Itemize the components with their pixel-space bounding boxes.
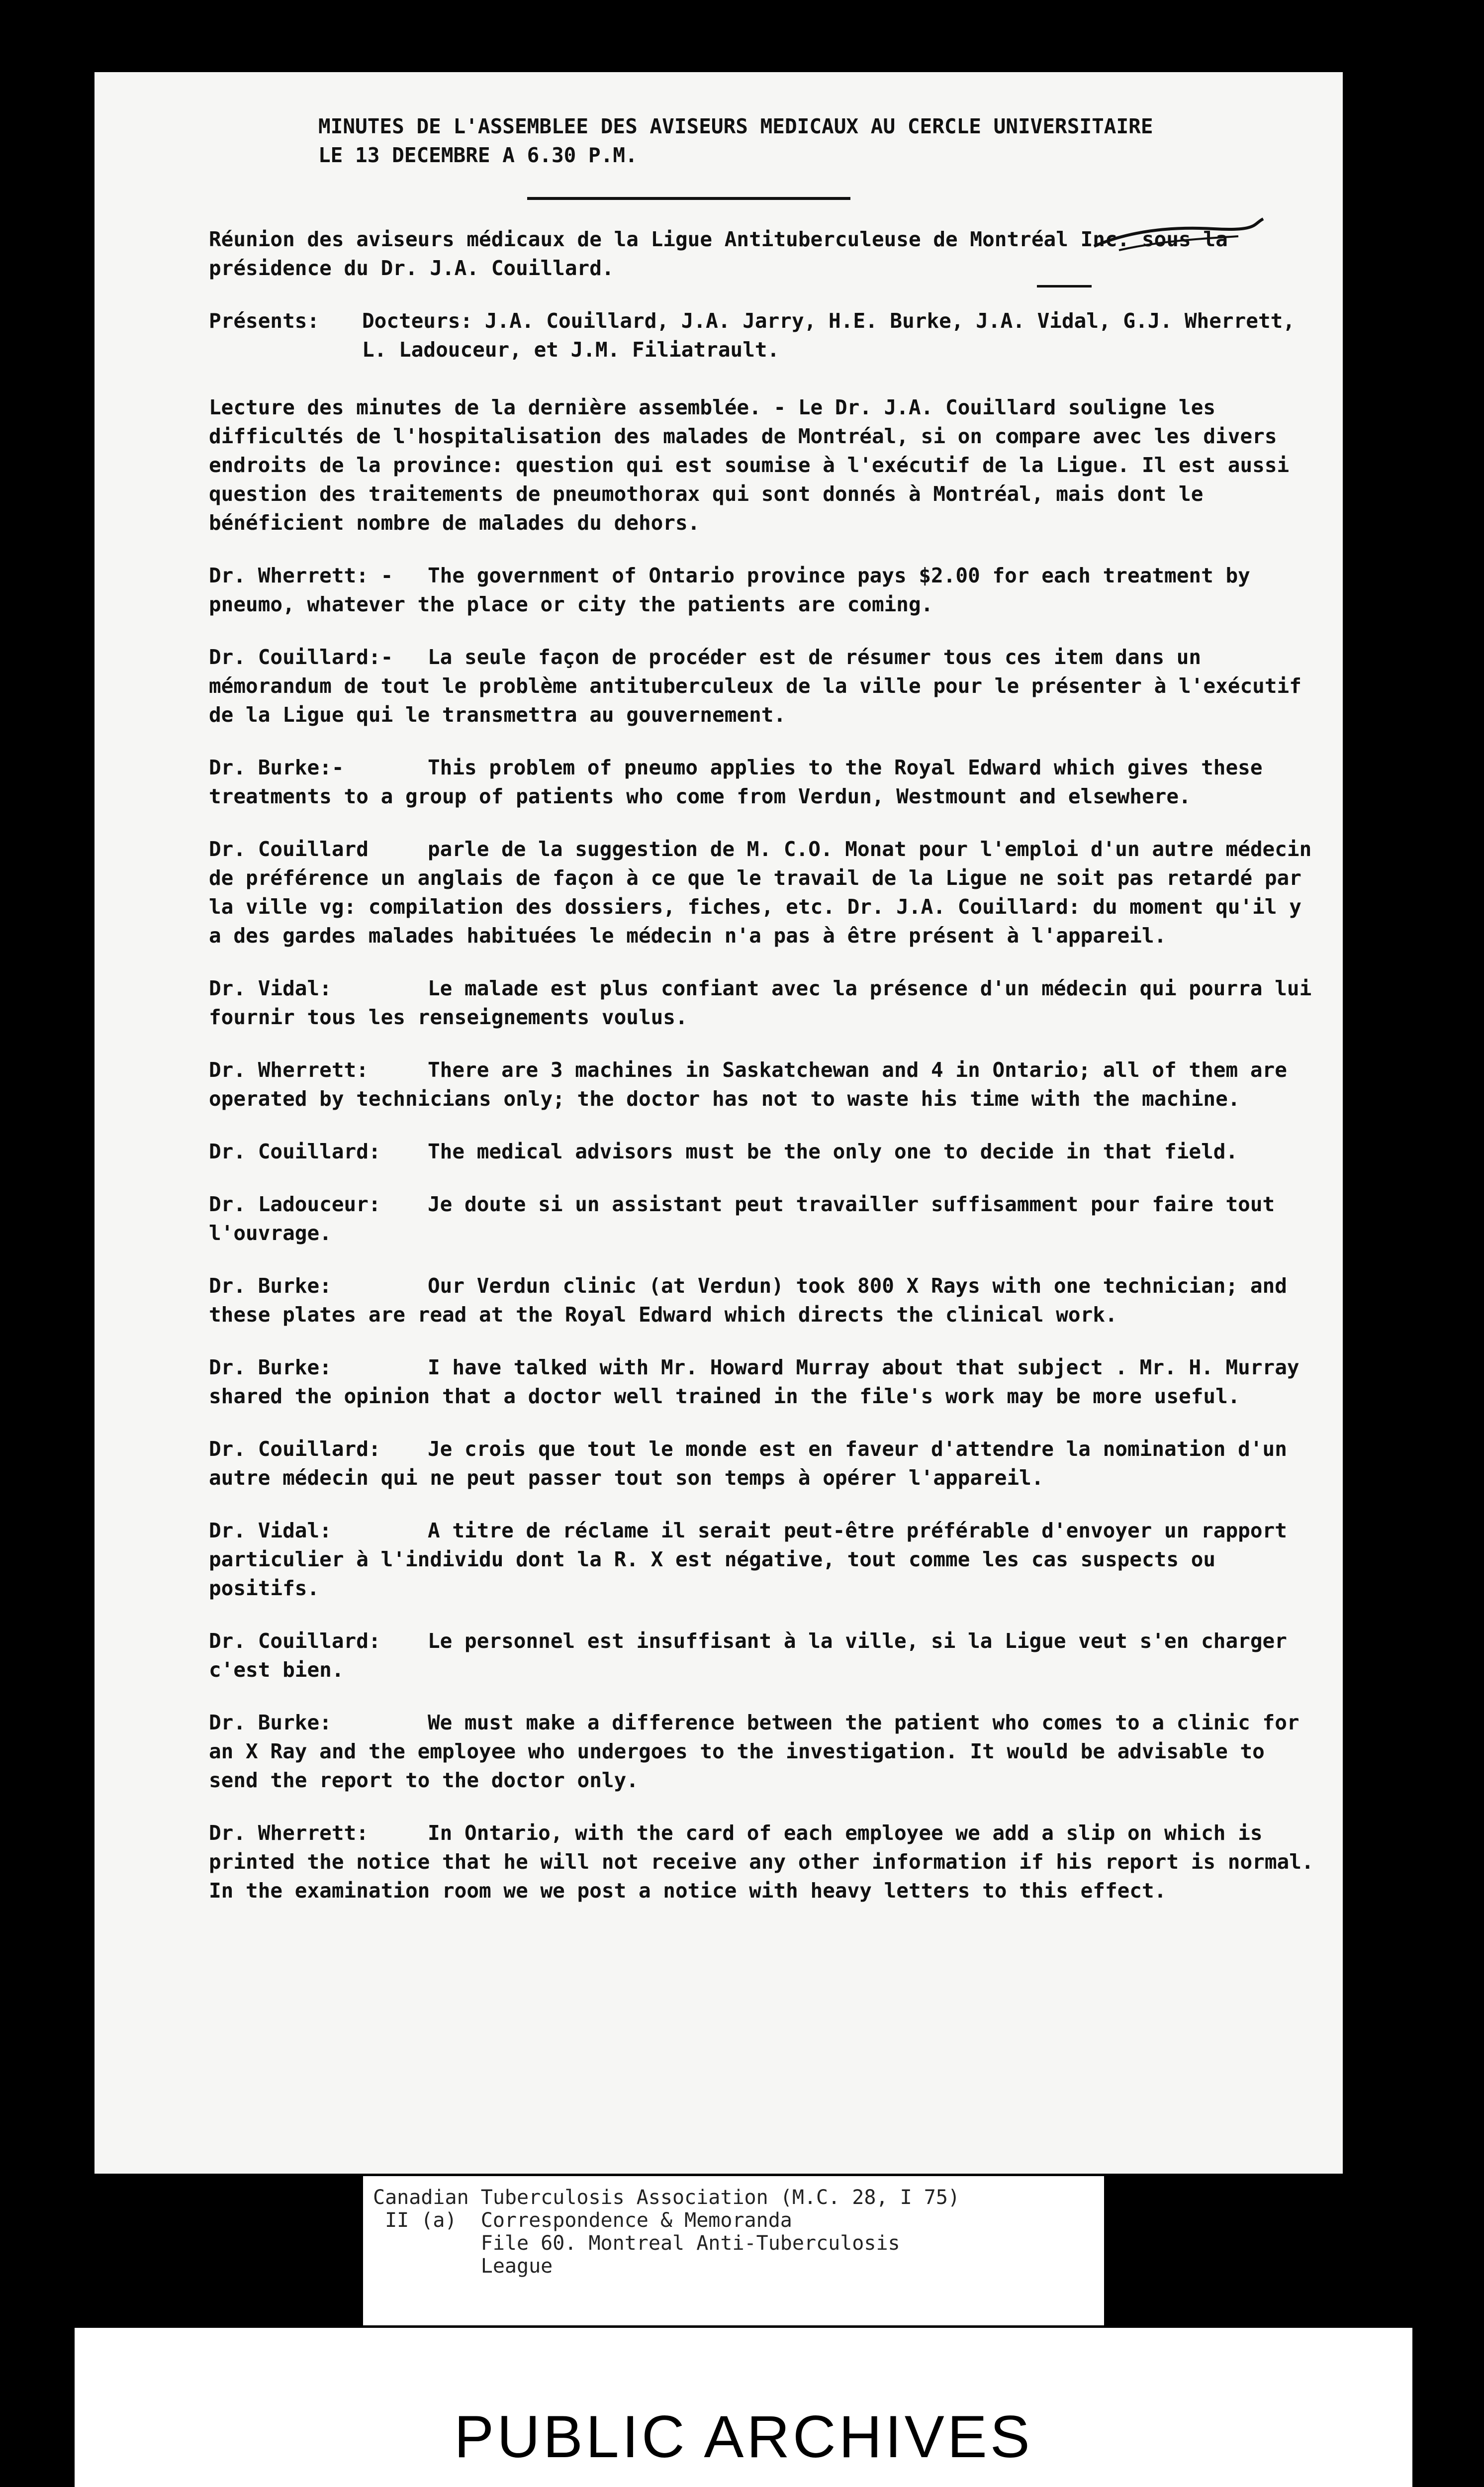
speaker-name: Dr. Burke: [209, 1711, 332, 1734]
speaker-remark: In Ontario, with the card of each employee we add a slip on which is printed the notice that he will not receive any other information if his report is normal. In the examination room we we post a notice with heavy letters to this effect. [209, 1821, 1314, 1903]
intro-paragraph: Réunion des aviseurs médicaux de la Ligue Antituberculeuse de Montréal Inc. sous la présidence du Dr. J.A. Couillard. [209, 227, 1228, 280]
speaker-name: Dr. Vidal: [209, 976, 332, 1000]
speaker-name: Dr. Couillard: [209, 1629, 381, 1653]
speaker-remark: Le personnel est insuffisant à la ville, si la Ligue veut s'en charger c'est bien. [209, 1629, 1287, 1682]
discussion-entry [209, 1516, 1323, 1603]
discussion-entry [209, 1708, 1323, 1795]
archives-line-english: PUBLIC ARCHIVES [454, 2403, 1033, 2470]
present-label: Présents: [209, 309, 320, 333]
discussion-entry [209, 1626, 1323, 1684]
speaker-remark: We must make a difference between the patient who comes to a clinic for an X Ray and the employee who undergoes to the investigation. It would be advisable to send the report to the doctor only. [209, 1711, 1299, 1792]
speaker-remark: Our Verdun clinic (at Verdun) took 800 X Rays with one technician; and these plates are read at the Royal Edward which directs the clinical work. [209, 1274, 1287, 1327]
attendees [209, 306, 1323, 364]
speaker-remark: Je doute si un assistant peut travailler suffisamment pour faire tout l'ouvrage. [209, 1192, 1275, 1245]
speaker-remark: The government of Ontario province pays $2.00 for each treatment by pneumo, whatever the place or city the patients are coming. [209, 564, 1250, 616]
speaker-remark: There are 3 machines in Saskatchewan and 4 in Ontario; all of them are operated by technicians only; the doctor has not to waste his time with the machine. [209, 1058, 1287, 1111]
speaker-name: Dr. Couillard: [209, 1437, 381, 1461]
speaker-name: Dr. Couillard: [209, 1140, 381, 1163]
discussion-entry [209, 1271, 1323, 1329]
speaker-name: Dr. Couillard:- [209, 645, 393, 669]
title-line-1: MINUTES DE L'ASSEMBLEE DES AVISEURS MEDICAUX AU CERCLE UNIVERSITAIRE [318, 114, 1153, 138]
caption-line: File 60. Montreal Anti-Tuberculosis [373, 2232, 900, 2255]
speaker-name: Dr. Wherrett: - [209, 564, 393, 587]
discussion-entries [209, 561, 1323, 1905]
speaker-name: Dr. Burke:- [209, 756, 344, 779]
discussion-entry [209, 753, 1323, 811]
speaker-name: Dr. Ladouceur: [209, 1192, 381, 1216]
speaker-name: Dr. Wherrett: [209, 1058, 369, 1082]
discussion-entry [209, 1137, 1323, 1166]
discussion-entry [209, 1818, 1323, 1905]
caption-line: Canadian Tuberculosis Association (M.C. 28, I 75) [373, 2186, 960, 2209]
speaker-remark: Le malade est plus confiant avec la présence d'un médecin qui pourra lui fournir tous les renseignements voulus. [209, 976, 1312, 1029]
speaker-remark: A titre de réclame il serait peut-être préférable d'envoyer un rapport particulier à l'individu dont la R. X est négative, tout comme les cas suspects ou positifs. [209, 1519, 1287, 1600]
discussion-entry [209, 561, 1323, 619]
speaker-remark: Je crois que tout le monde est en faveur d'attendre la nomination d'un autre médecin qui ne peut passer tout son temps à opérer l'appareil. [209, 1437, 1287, 1490]
public-archives-card [75, 2328, 1412, 2487]
speaker-name: Dr. Wherrett: [209, 1821, 369, 1845]
opening-paragraph: Lecture des minutes de la dernière assemblée. - Le Dr. J.A. Couillard souligne les difficultés de l'hospitalisation des malades de Montréal, si on compare avec les divers endroits de la province: question qui est soumise à l'exécutif de la Ligue. Il est aussi question des traitements de pneumothorax qui sont donnés à Montréal, mais dont le bénéficient nombre de malades du dehors. [209, 395, 1290, 535]
discussion-entry [209, 835, 1323, 950]
title-line-2: LE 13 DECEMBRE A 6.30 P.M. [318, 143, 638, 167]
speaker-name: Dr. Burke: [209, 1355, 332, 1379]
archive-caption [363, 2176, 1104, 2325]
discussion-entry [209, 1435, 1323, 1492]
caption-line: League [373, 2255, 553, 2278]
speaker-name: Dr. Vidal: [209, 1519, 332, 1542]
discussion-entry [209, 643, 1323, 729]
speaker-name: Dr. Couillard [209, 837, 369, 861]
speaker-remark: This problem of pneumo applies to the Royal Edward which gives these treatments to a group of patients who come from Verdun, Westmount and elsewhere. [209, 756, 1263, 808]
speaker-name: Dr. Burke: [209, 1274, 332, 1298]
discussion-entry [209, 974, 1323, 1032]
minutes-document [209, 112, 1323, 1929]
speaker-remark: La seule façon de procéder est de résumer tous ces item dans un mémorandum de tout le problème antituberculeux de la ville pour le présenter à l'exécutif de la Ligue qui le transmettra au gouvernement. [209, 645, 1301, 727]
discussion-entry [209, 1353, 1323, 1411]
speaker-remark: The medical advisors must be the only one to decide in that field. [428, 1140, 1238, 1163]
present-names: Docteurs: J.A. Couillard, J.A. Jarry, H.E. Burke, J.A. Vidal, G.J. Wherrett, L. Ladouceur, et J.M. Filiatrault. [362, 309, 1295, 362]
speaker-remark: I have talked with Mr. Howard Murray about that subject . Mr. H. Murray shared the opinion that a doctor well trained in the file's work may be more useful. [209, 1355, 1299, 1408]
title-divider [527, 197, 850, 200]
speaker-remark: parle de la suggestion de M. C.O. Monat pour l'emploi d'un autre médecin de préférence un anglais de façon à ce que le travail de la Ligue ne soit pas retardé par la ville vg: compilation des dossiers, fiches, etc. Dr. J.A. Couillard: du moment qu'il y a des gardes malades habituées le médecin n'a pas à être présent à l'appareil. [209, 837, 1312, 948]
minutes-title [318, 112, 1323, 170]
caption-line: II (a) Correspondence & Memoranda [373, 2209, 792, 2232]
discussion-entry [209, 1190, 1323, 1247]
discussion-entry [209, 1055, 1323, 1113]
